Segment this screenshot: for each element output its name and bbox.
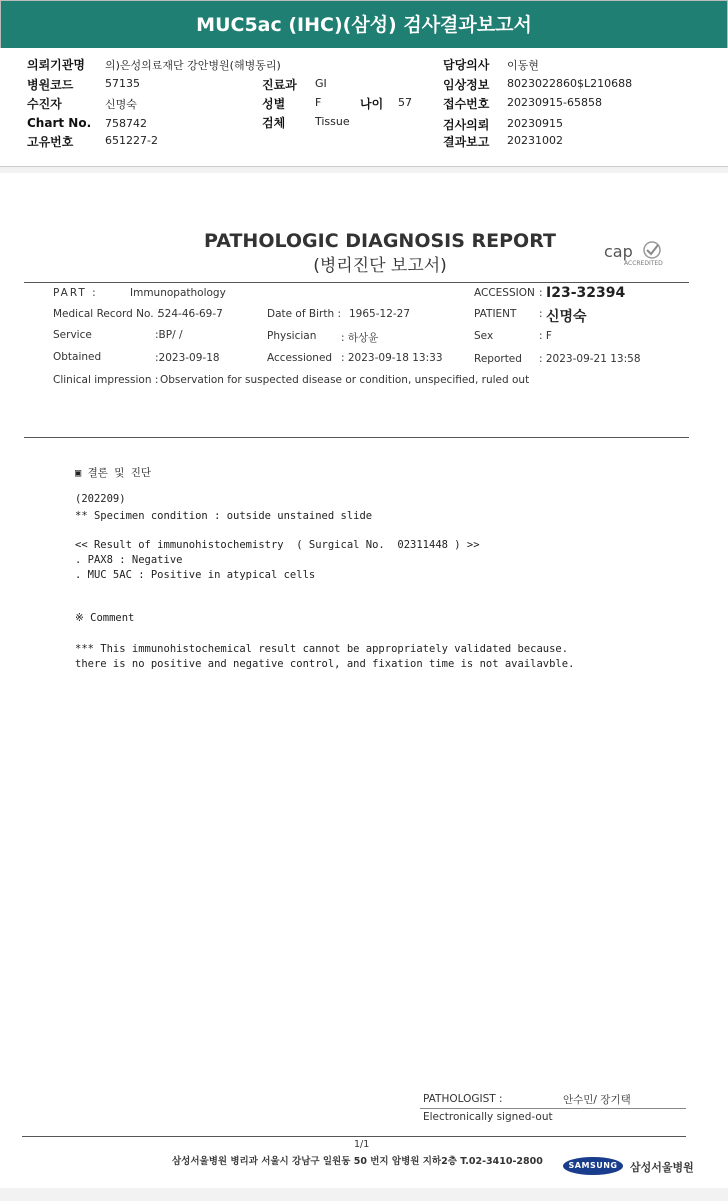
result-report-label: 결과보고 (443, 135, 490, 149)
checkmark-icon (640, 240, 664, 260)
report-title: PATHOLOGIC DIAGNOSIS REPORT (204, 230, 556, 252)
dept-value: GI (315, 77, 327, 90)
service-value: :BP/ / (155, 329, 183, 341)
specimen-value: Tissue (315, 115, 350, 128)
mrn-label: Medical Record No. : (53, 308, 161, 320)
patient-colon: : (539, 308, 543, 320)
physician-value: : 하상윤 (341, 332, 379, 344)
part-value: Immunopathology (130, 287, 226, 299)
unique-number-value: 651227-2 (105, 134, 158, 147)
obtained-value: :2023-09-18 (155, 352, 220, 364)
hospital-code-value: 57135 (105, 77, 140, 90)
age-label: 나이 (360, 97, 384, 111)
result-report-value: 20231002 (507, 134, 563, 147)
obtained-label: Obtained (53, 351, 102, 363)
sex-value: : F (539, 330, 552, 342)
body-line-1: (202209) (75, 493, 126, 505)
accession-value: I23-32394 (546, 285, 626, 301)
reported-label: Reported (474, 353, 522, 365)
request-info-header (0, 48, 728, 167)
patient-label: 수진자 (27, 97, 62, 111)
dob-label: Date of Birth : (267, 308, 341, 320)
pathologist-value: 안수민/ 장기택 (563, 1094, 631, 1106)
report-subtitle: (병리진단 보고서) (313, 256, 447, 276)
specimen-label: 검체 (262, 116, 286, 130)
age-value: 57 (398, 96, 412, 109)
comment-heading: ※ Comment (75, 612, 135, 624)
cap-accredited-logo (600, 240, 666, 270)
accessioned-value: : 2023-09-18 13:33 (341, 352, 443, 364)
hospital-code-label: 병원코드 (27, 78, 74, 92)
unique-number-label: 고유번호 (27, 135, 74, 149)
impression-value: Observation for suspected disease or condition, unspecified, ruled out (160, 374, 530, 386)
samsung-logo: SAMSUNG (563, 1157, 623, 1175)
body-line-5: . MUC 5AC : Positive in atypical cells (75, 569, 316, 581)
body-line-3: << Result of immunohistochemistry ( Surgical No. 02311448 ) >> (75, 539, 480, 551)
sex-value: F (315, 96, 322, 109)
dob-value: 1965-12-27 (349, 308, 411, 320)
body-line-2: ** Specimen condition : outside unstained slide (75, 510, 373, 522)
accession-colon: : (539, 287, 543, 299)
reported-value: : 2023-09-21 13:58 (539, 353, 641, 365)
report-banner-title: MUC5ac (IHC)(삼성) 검사결과보고서 (0, 0, 728, 50)
signed-out-text: Electronically signed-out (423, 1111, 553, 1123)
hospital-logo-name: 삼성서울병원 (630, 1161, 694, 1174)
test-request-value: 20230915 (507, 117, 563, 130)
patient-value: 신명숙 (105, 98, 137, 111)
patient-label: PATIENT (474, 308, 517, 320)
clinical-info-value: 8023022860$L210688 (507, 77, 633, 90)
service-label: Service (53, 329, 92, 341)
comment-line-1: *** This immunohistochemical result cannot be appropriately validated because. (75, 643, 569, 655)
footer-divider (22, 1136, 686, 1137)
institution-value: 의)은성의료재단 강안병원(해병동리) (105, 59, 281, 72)
comment-line-2: there is no positive and negative control, and fixation time is not availavble. (75, 658, 575, 670)
footer-address: 삼성서울병원 병리과 서울시 강남구 일원동 50 번지 암병원 지하2층 T.02-3410-2800 (172, 1156, 543, 1167)
mrn-value: 524-46-69-7 (158, 308, 223, 320)
chart-label: Chart No. (27, 116, 92, 130)
impression-label: Clinical impression : (53, 374, 159, 386)
body-line-4: . PAX8 : Negative (75, 554, 183, 566)
institution-label: 의뢰기관명 (27, 58, 85, 72)
sex-label: 성별 (262, 97, 286, 111)
patient-value: 신명숙 (546, 309, 587, 325)
conclusion-heading: ▣ 결론 및 진단 (75, 467, 152, 479)
physician-label: Physician (267, 330, 317, 342)
accessioned-label: Accessioned (267, 352, 333, 364)
page-number: 1/1 (354, 1139, 370, 1150)
doctor-value: 이동현 (507, 59, 539, 72)
test-request-label: 검사의뢰 (443, 118, 490, 132)
chart-value: 758742 (105, 117, 147, 130)
pathologist-label: PATHOLOGIST : (423, 1093, 503, 1105)
top-divider (24, 282, 689, 283)
part-label: PART : (53, 287, 98, 299)
signature-divider (420, 1108, 686, 1109)
receipt-number-value: 20230915-65858 (507, 96, 602, 109)
dept-label: 진료과 (262, 78, 297, 92)
clinical-info-label: 임상정보 (443, 78, 490, 92)
accession-label: ACCESSION (474, 287, 535, 299)
cap-logo-text: cap (604, 242, 633, 261)
sex-label: Sex (474, 330, 494, 342)
cap-accredited-text: ACCREDITED (624, 260, 663, 267)
middle-divider (24, 437, 689, 438)
report-page (0, 173, 728, 1188)
receipt-number-label: 접수번호 (443, 97, 490, 111)
doctor-label: 담당의사 (443, 58, 490, 72)
